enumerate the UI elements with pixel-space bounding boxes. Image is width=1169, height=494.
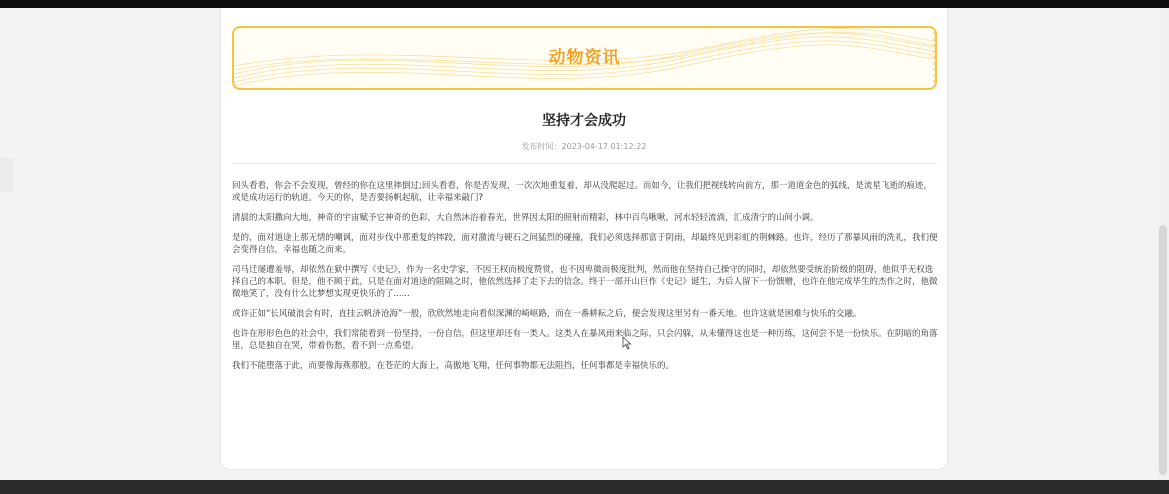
article-body xyxy=(232,180,938,380)
article-paragraph: 司马迁屡遭羞辱，却依然在狱中撰写《史记》，作为一名史学家，不因王权而极度赞赏，也不因卑微而极度批判，然而他在坚持自己操守的同时，却依然要受统治阶级的阻碍，他似乎无权选择自己的本职。但是，他不顾于此，只是在面对道途的阻隔之时，他依然选择了走下去的信念。终于一部开山巨作《史记》诞生，为后人留下一份馈赠，也许在他完成毕生的杰作之时，他微微地笑了，没有什么比梦想实现更快乐的了...... xyxy=(232,265,938,299)
divider xyxy=(232,163,937,164)
banner-title: 动物资讯 xyxy=(548,48,621,68)
article-paragraph: 我们不能堕落于此，而要像海燕那般，在苍茫的大海上，高傲地飞翔，任何事物都无法阻挡，任何事都是幸福快乐的。 xyxy=(232,361,675,371)
article-paragraph: 回头看看，你会不会发现，曾经的你在这里摔倒过;回头看看，你是否发现，一次次地重复着，却从没爬起过。而如今，让我们把视线转向前方，那一道道金色的弧线，是流星飞逝的痕迹，或是成功运行的轨道。今天的你，是否要扬帆起航，让幸福来敲门? xyxy=(232,181,932,203)
scrollbar-thumb[interactable] xyxy=(1159,225,1167,475)
side-edge-tab xyxy=(0,158,14,192)
window-top-bar xyxy=(0,0,1169,8)
mouse-cursor-icon xyxy=(622,336,632,350)
article-title: 坚持才会成功 xyxy=(542,113,626,129)
article-paragraph: 是的，面对道途上那无情的嘲讽，面对步伐中那重复的摔跤，面对激流与硬石之间猛烈的碰撞，我们必须选择那富于阴雨，却最终见到彩虹的荆棘路。也许，经历了那暴风雨的洗礼，我们便会变得自信，幸福也随之而来。 xyxy=(232,233,938,255)
category-banner xyxy=(232,26,937,90)
article-card xyxy=(220,8,948,470)
article-paragraph: 或许正如“长风破浪会有时，直挂云帆济沧海”一般，欣欣然地走向看似深渊的崎岖路，而在一番耕耘之后，便会发现这里另有一番天地。也许这就是困难与快乐的交融。 xyxy=(232,309,862,319)
publish-time: 发布时间：2023-04-17 01:12:22 xyxy=(521,142,647,151)
bottom-taskbar xyxy=(0,480,1169,494)
article-paragraph: 也许在形形色色的社会中，我们常能看到一份坚持，一份自信，但这里却还有一类人。这类人在暴风雨来临之际，只会闪躲，从未懂得这也是一种历练，这何尝不是一份快乐。在阴暗的角落里，总是独自在哭，带着伤愁，看不到一点希望。 xyxy=(232,329,938,351)
article-paragraph: 清晨的太阳撒向大地，神奇的宇宙赋予它神奇的色彩，大自然沐浴着春光，世界因太阳的照射而精彩，林中百鸟啾啾，河水轻轻流淌，汇成清宁的山间小调。 xyxy=(232,213,819,223)
